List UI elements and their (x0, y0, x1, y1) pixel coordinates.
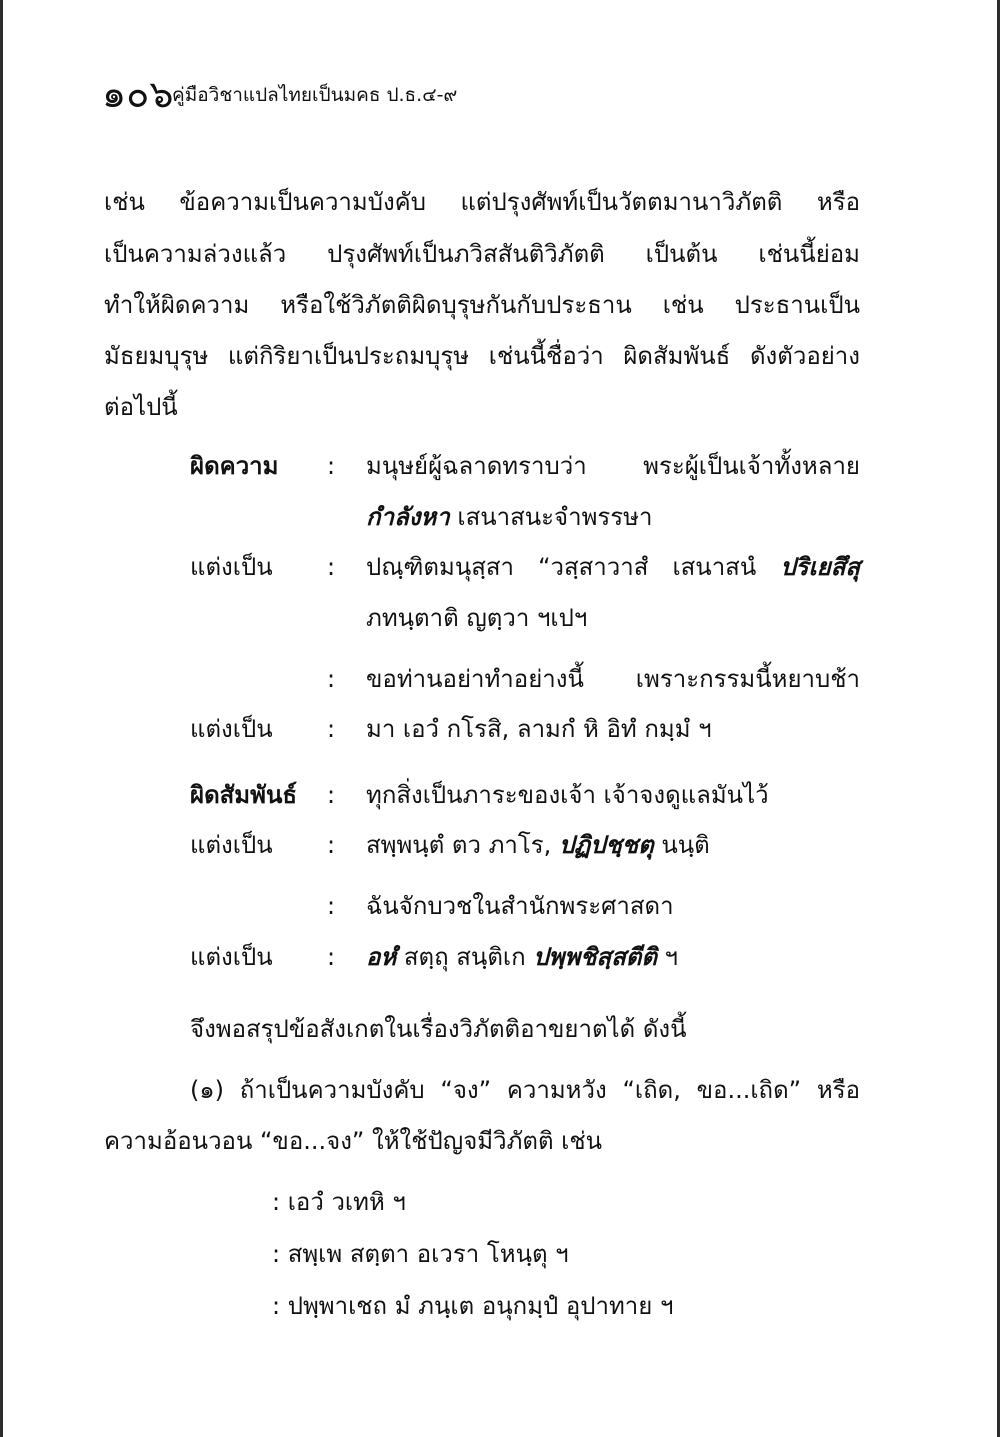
example-4-line-1: มา เอวํ กโรสิ, ลามกํ หิ อิทํ กมฺมํ ฯ (366, 715, 712, 743)
intro-line-5: ต่อไปนี้ (104, 393, 178, 421)
example-3-line-1: ขอท่านอย่าทำอย่างนี้ เพราะกรรมนี้หยาบช้า (366, 665, 860, 693)
label-composed-as: แต่งเป็น (190, 553, 273, 581)
rule-1-example-2: : สพฺเพ สตฺตา อเวรา โหนฺตุ ฯ (272, 1240, 569, 1268)
rule-1-example-1: : เอวํ วเทหิ ฯ (272, 1188, 406, 1216)
colon: : (327, 781, 336, 809)
example-6-part-1: สพฺพนฺตํ ตว ภาโร, (366, 831, 559, 859)
label-wrong-meaning: ผิดความ (190, 452, 279, 480)
example-6-part-3: นนฺติ (653, 831, 710, 859)
label-composed-as: แต่งเป็น (190, 943, 273, 971)
colon: : (327, 892, 336, 920)
book-title: คู่มือวิชาแปลไทยเป็นมคธ ป.ธ.๔-๙ (172, 84, 458, 106)
example-5-line-1: ทุกสิ่งเป็นภาระของเจ้า เจ้าจงดูแลมันไว้ (366, 781, 769, 809)
example-2-line-2: ภทนฺตาติ ญตฺวา ฯเปฯ (366, 604, 588, 632)
example-8-emphasis-1: อหํ (366, 943, 397, 971)
example-2-emphasis: ปริเยสึสุ (780, 553, 860, 581)
example-6-line-1 (366, 820, 710, 870)
label-composed-as: แต่งเป็น (190, 715, 273, 743)
summary-line: จึงพอสรุปข้อสังเกตในเรื่องวิภัตติอาขยาตได้ ดังนี้ (190, 1015, 687, 1043)
intro-line-1: เช่น ข้อความเป็นความบังคับ แต่ปรุงศัพท์เป็นวัตตมานาวิภัตติ หรือ (104, 188, 860, 216)
example-1-line-1: มนุษย์ผู้ฉลาดทราบว่า พระผู้เป็นเจ้าทั้งหลาย (366, 452, 860, 480)
example-8-emphasis-2: ปพฺพชิสฺสตีติ (533, 943, 657, 971)
example-1-line-2-rest: เสนาสนะจำพรรษา (449, 503, 653, 531)
example-7-line-1: ฉันจักบวชในสำนักพระศาสดา (366, 892, 674, 920)
intro-line-2: เป็นความล่วงแล้ว ปรุงศัพท์เป็นภวิสสันติวิภัตติ เป็นต้น เช่นนี้ย่อม (104, 240, 860, 268)
colon: : (327, 452, 336, 480)
colon: : (327, 715, 336, 743)
example-2-line-1 (366, 542, 860, 592)
example-1-line-2 (366, 492, 652, 542)
intro-line-3: ทำให้ผิดความ หรือใช้วิภัตติผิดบุรุษกันกับประธาน เช่น ประธานเป็น (104, 291, 860, 319)
colon: : (327, 553, 336, 581)
example-8-part-2: สตฺถุ สนฺติเก (396, 943, 534, 971)
example-1-emphasis: กำลังหา (366, 503, 450, 531)
rule-1-line-2: ความอ้อนวอน “ขอ...จง” ให้ใช้ปัญจมีวิภัตติ เช่น (104, 1127, 603, 1155)
example-6-emphasis: ปฏิปชฺชตุ (558, 831, 654, 859)
colon: : (327, 943, 336, 971)
example-8-line-1 (366, 932, 678, 982)
page-number: ๑๐๖ (102, 72, 174, 116)
label-wrong-relation: ผิดสัมพันธ์ (190, 781, 297, 809)
rule-1-example-3: : ปพฺพาเชถ มํ ภนฺเต อนุกมฺปํ อุปาทาย ฯ (272, 1292, 674, 1320)
intro-line-4: มัธยมบุรุษ แต่กิริยาเป็นประถมบุรุษ เช่นนี้ชื่อว่า ผิดสัมพันธ์ ดังตัวอย่าง (104, 342, 860, 370)
example-2-line-1-text: ปณฺฑิตมนุสฺสา “วสฺสาวาสํ เสนาสนํ (366, 553, 781, 581)
page-edge-left (0, 0, 3, 1437)
colon: : (327, 665, 336, 693)
example-8-part-4: ฯ (656, 943, 679, 971)
rule-1-line-1: (๑) ถ้าเป็นความบังคับ “จง” ความหวัง “เถิด, ขอ...เถิด” หรือ (190, 1076, 860, 1104)
colon: : (327, 831, 336, 859)
label-composed-as: แต่งเป็น (190, 831, 273, 859)
